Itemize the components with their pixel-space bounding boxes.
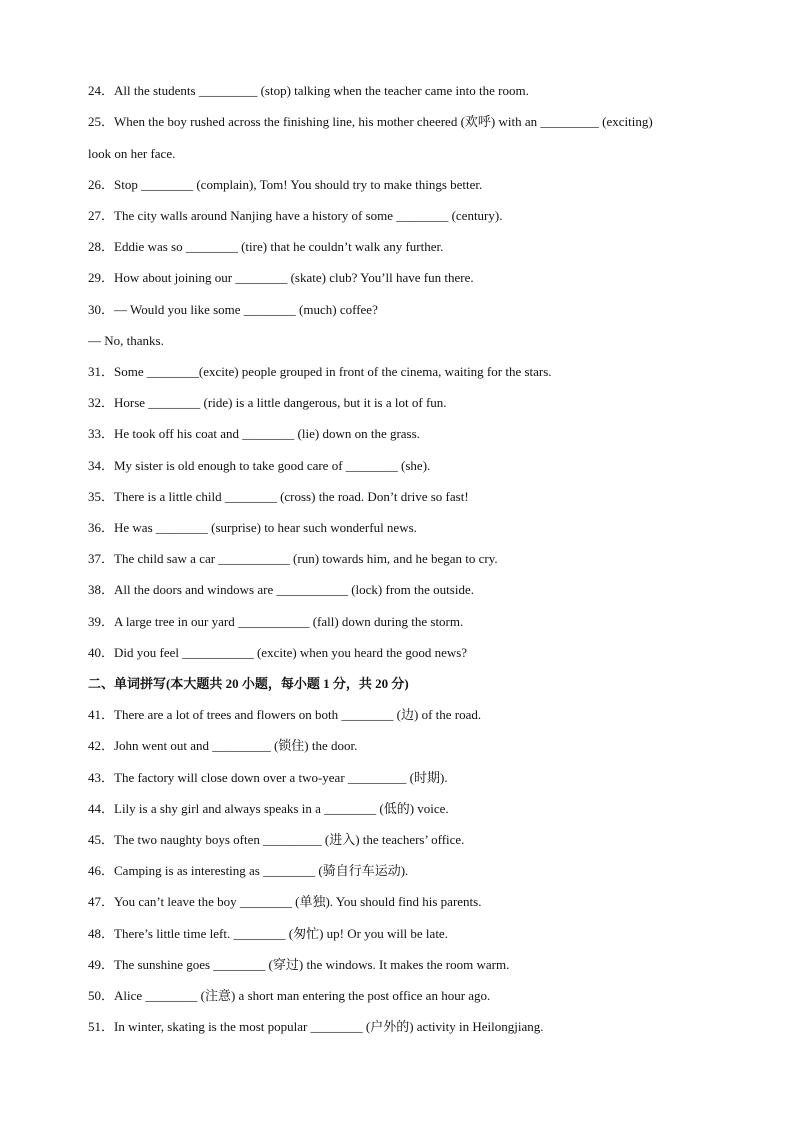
question-51: 51．In winter, skating is the most popular ________ (户外的) activity in Heilongjiang. — [88, 1019, 544, 1034]
question-39: 39．A large tree in our yard ___________ (fall) down during the storm. — [88, 614, 464, 629]
question-48: 48．There’s little time left. ________ (匆忙) up! Or you will be late. — [88, 926, 448, 941]
question-38: 38．All the doors and windows are ___________ (lock) from the outside. — [88, 582, 474, 597]
question-47: 47．You can’t leave the boy ________ (单独). You should find his parents. — [88, 894, 482, 909]
question-46: 46．Camping is as interesting as ________ (骑自行车运动). — [88, 863, 409, 878]
question-37: 37．The child saw a car ___________ (run) towards him, and he began to cry. — [88, 551, 498, 566]
question-25: 25．When the boy rushed across the finishing line, his mother cheered (欢呼) with an _________ (exciting) — [88, 114, 653, 129]
question-30: 30．— Would you like some ________ (much) coffee? — [88, 302, 378, 317]
question-24: 24．All the students _________ (stop) talking when the teacher came into the room. — [88, 83, 529, 98]
question-26: 26．Stop ________ (complain), Tom! You should try to make things better. — [88, 177, 483, 192]
question-40: 40．Did you feel ___________ (excite) when you heard the good news? — [88, 645, 468, 660]
question-44: 44．Lily is a shy girl and always speaks in a ________ (低的) voice. — [88, 801, 449, 816]
question-33: 33．He took off his coat and ________ (lie) down on the grass. — [88, 426, 420, 441]
question-43: 43．The factory will close down over a two-year _________ (时期). — [88, 770, 448, 785]
question-28: 28．Eddie was so ________ (tire) that he couldn’t walk any further. — [88, 239, 444, 254]
question-49: 49．The sunshine goes ________ (穿过) the windows. It makes the room warm. — [88, 957, 510, 972]
question-50: 50．Alice ________ (注意) a short man entering the post office an hour ago. — [88, 988, 491, 1003]
question-27: 27．The city walls around Nanjing have a history of some ________ (century). — [88, 208, 503, 223]
section-2-title: 二、单词拼写(本大题共 20 小题，每小题 1 分，共 20 分) — [88, 676, 409, 691]
question-35: 35．There is a little child ________ (cross) the road. Don’t drive so fast! — [88, 489, 469, 504]
question-41: 41．There are a lot of trees and flowers on both ________ (边) of the road. — [88, 707, 482, 722]
question-25-continued: look on her face. — [88, 146, 176, 161]
question-30-answer: — No, thanks. — [88, 333, 164, 348]
question-34: 34．My sister is old enough to take good care of ________ (she). — [88, 458, 431, 473]
question-29: 29．How about joining our ________ (skate) club? You’ll have fun there. — [88, 270, 474, 285]
question-32: 32．Horse ________ (ride) is a little dangerous, but it is a lot of fun. — [88, 395, 447, 410]
question-45: 45．The two naughty boys often _________ (进入) the teachers’ office. — [88, 832, 465, 847]
question-36: 36．He was ________ (surprise) to hear such wonderful news. — [88, 520, 417, 535]
question-31: 31．Some ________(excite) people grouped in front of the cinema, waiting for the stars. — [88, 364, 552, 379]
question-42: 42．John went out and _________ (锁住) the door. — [88, 738, 358, 753]
